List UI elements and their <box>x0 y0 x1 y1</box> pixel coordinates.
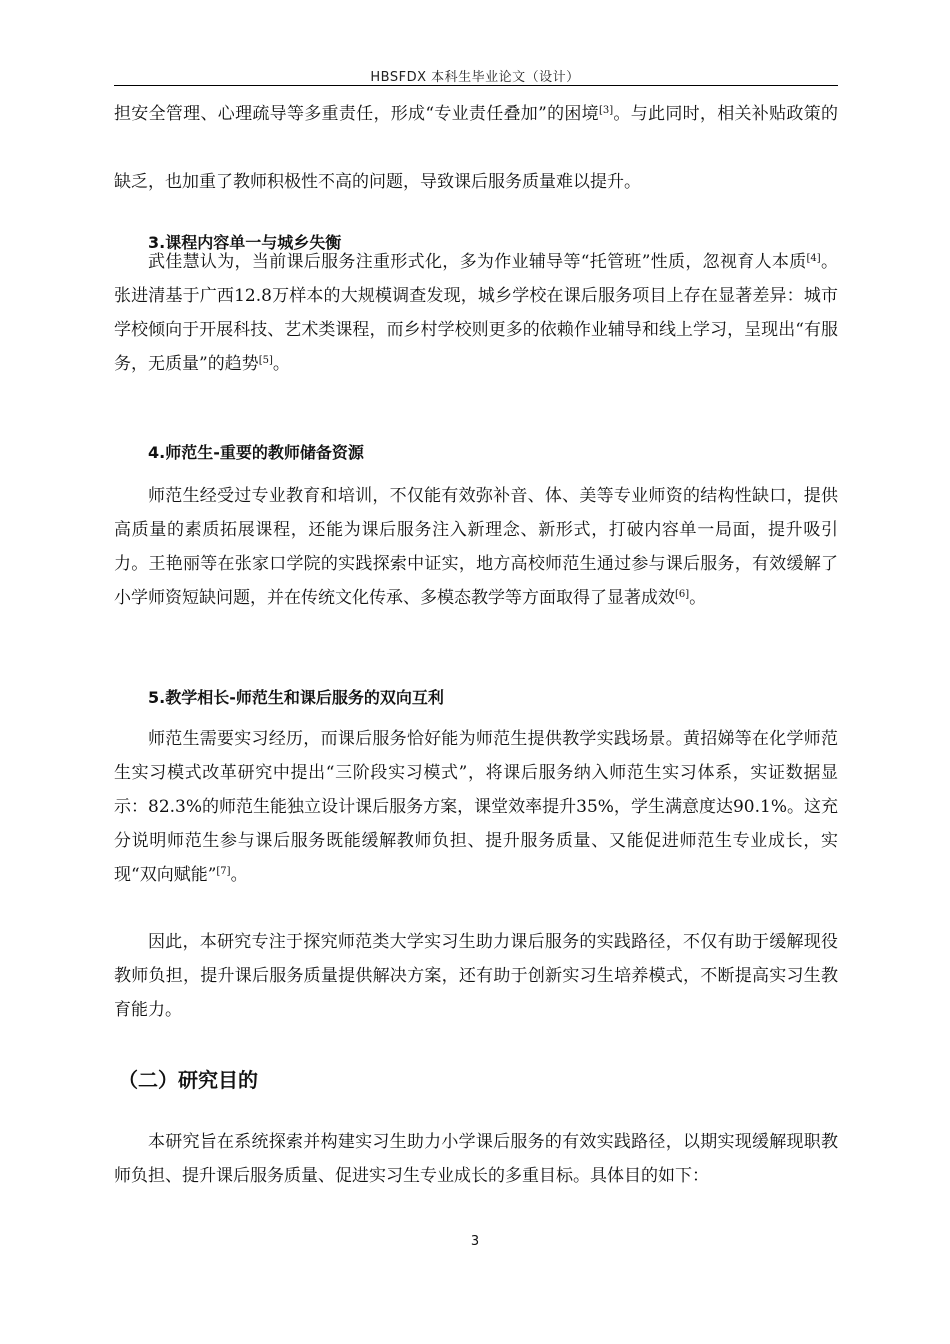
paragraph-text: 。与此同时，相关补贴政策的缺乏，也加重了教师积极性不高的问题，导致课后服务质量难以提升。 <box>114 104 838 192</box>
subheading-3: 3.课程内容单一与城乡失衡 <box>148 233 342 252</box>
paragraph-text: 。 <box>230 865 248 885</box>
subheading-4: 4.师范生-重要的教师储备资源 <box>148 443 364 462</box>
paragraph-text: 师范生需要实习经历，而课后服务恰好能为师范生提供教学实践场景。黄招娣等在化学师范生实习模式改革研究中提出“三阶段实习模式”，将课后服务纳入师范生实习体系，实证数据显示：82.3%的师范生能独立设计课后服务方案，课堂效率提升35%，学生满意度达90.1%。这充分说明师范生参与课后服务既能缓解教师负担、提升服务质量、又能促进师范生专业成长，实现“双向赋能” <box>114 729 838 885</box>
citation-ref: [3] <box>598 105 614 116</box>
running-header: HBSFDX 本科生毕业论文（设计） <box>370 70 580 85</box>
paragraph-text: 。 <box>689 588 707 608</box>
paragraph-text: 武佳慧认为，当前课后服务注重形式化，多为作业辅导等“托管班”性质，忽视育人本质 <box>148 252 807 272</box>
citation-ref: [6] <box>675 589 690 600</box>
paragraph-text: 。张进清基于广西12.8万样本的大规模调查发现，城乡学校在课后服务项目上存在显著差异：城市学校倾向于开展科技、艺术类课程，而乡村学校则更多的依赖作业辅导和线上学习，呈现出“有服务，无质量”的趋势 <box>114 252 838 374</box>
citation-ref: [7] <box>216 866 231 877</box>
section-heading: （二）研究目的 <box>118 1068 258 1092</box>
paragraph-4 <box>114 479 838 615</box>
paragraph-5 <box>114 722 838 892</box>
paragraph-continuation <box>114 80 838 216</box>
paragraph-7: 本研究旨在系统探索并构建实习生助力小学课后服务的有效实践路径，以期实现缓解现职教师负担、提升课后服务质量、促进实习生专业成长的多重目标。具体目的如下： <box>114 1132 838 1186</box>
paragraph-text: 师范生经受过专业教育和培训，不仅能有效弥补音、体、美等专业师资的结构性缺口，提供高质量的素质拓展课程，还能为课后服务注入新理念、新形式，打破内容单一局面，提升吸引力。王艳丽等在张家口学院的实践探索中证实，地方高校师范生通过参与课后服务，有效缓解了小学师资短缺问题，并在传统文化传承、多模态教学等方面取得了显著成效 <box>114 486 838 608</box>
page-number: 3 <box>470 1234 480 1249</box>
paragraph-text: 担安全管理、心理疏导等多重责任，形成“专业责任叠加”的困境 <box>114 104 599 124</box>
subheading-5: 5.教学相长-师范生和课后服务的双向互利 <box>148 688 444 707</box>
paragraph-text: 。 <box>272 354 290 374</box>
paragraph-3 <box>114 245 838 381</box>
citation-ref: [4] <box>806 253 821 264</box>
paragraph-6: 因此，本研究专注于探究师范类大学实习生助力课后服务的实践路径，不仅有助于缓解现役教师负担，提升课后服务质量提供解决方案，还有助于创新实习生培养模式，不断提高实习生教育能力。 <box>114 932 838 1020</box>
citation-ref: [5] <box>258 355 273 366</box>
